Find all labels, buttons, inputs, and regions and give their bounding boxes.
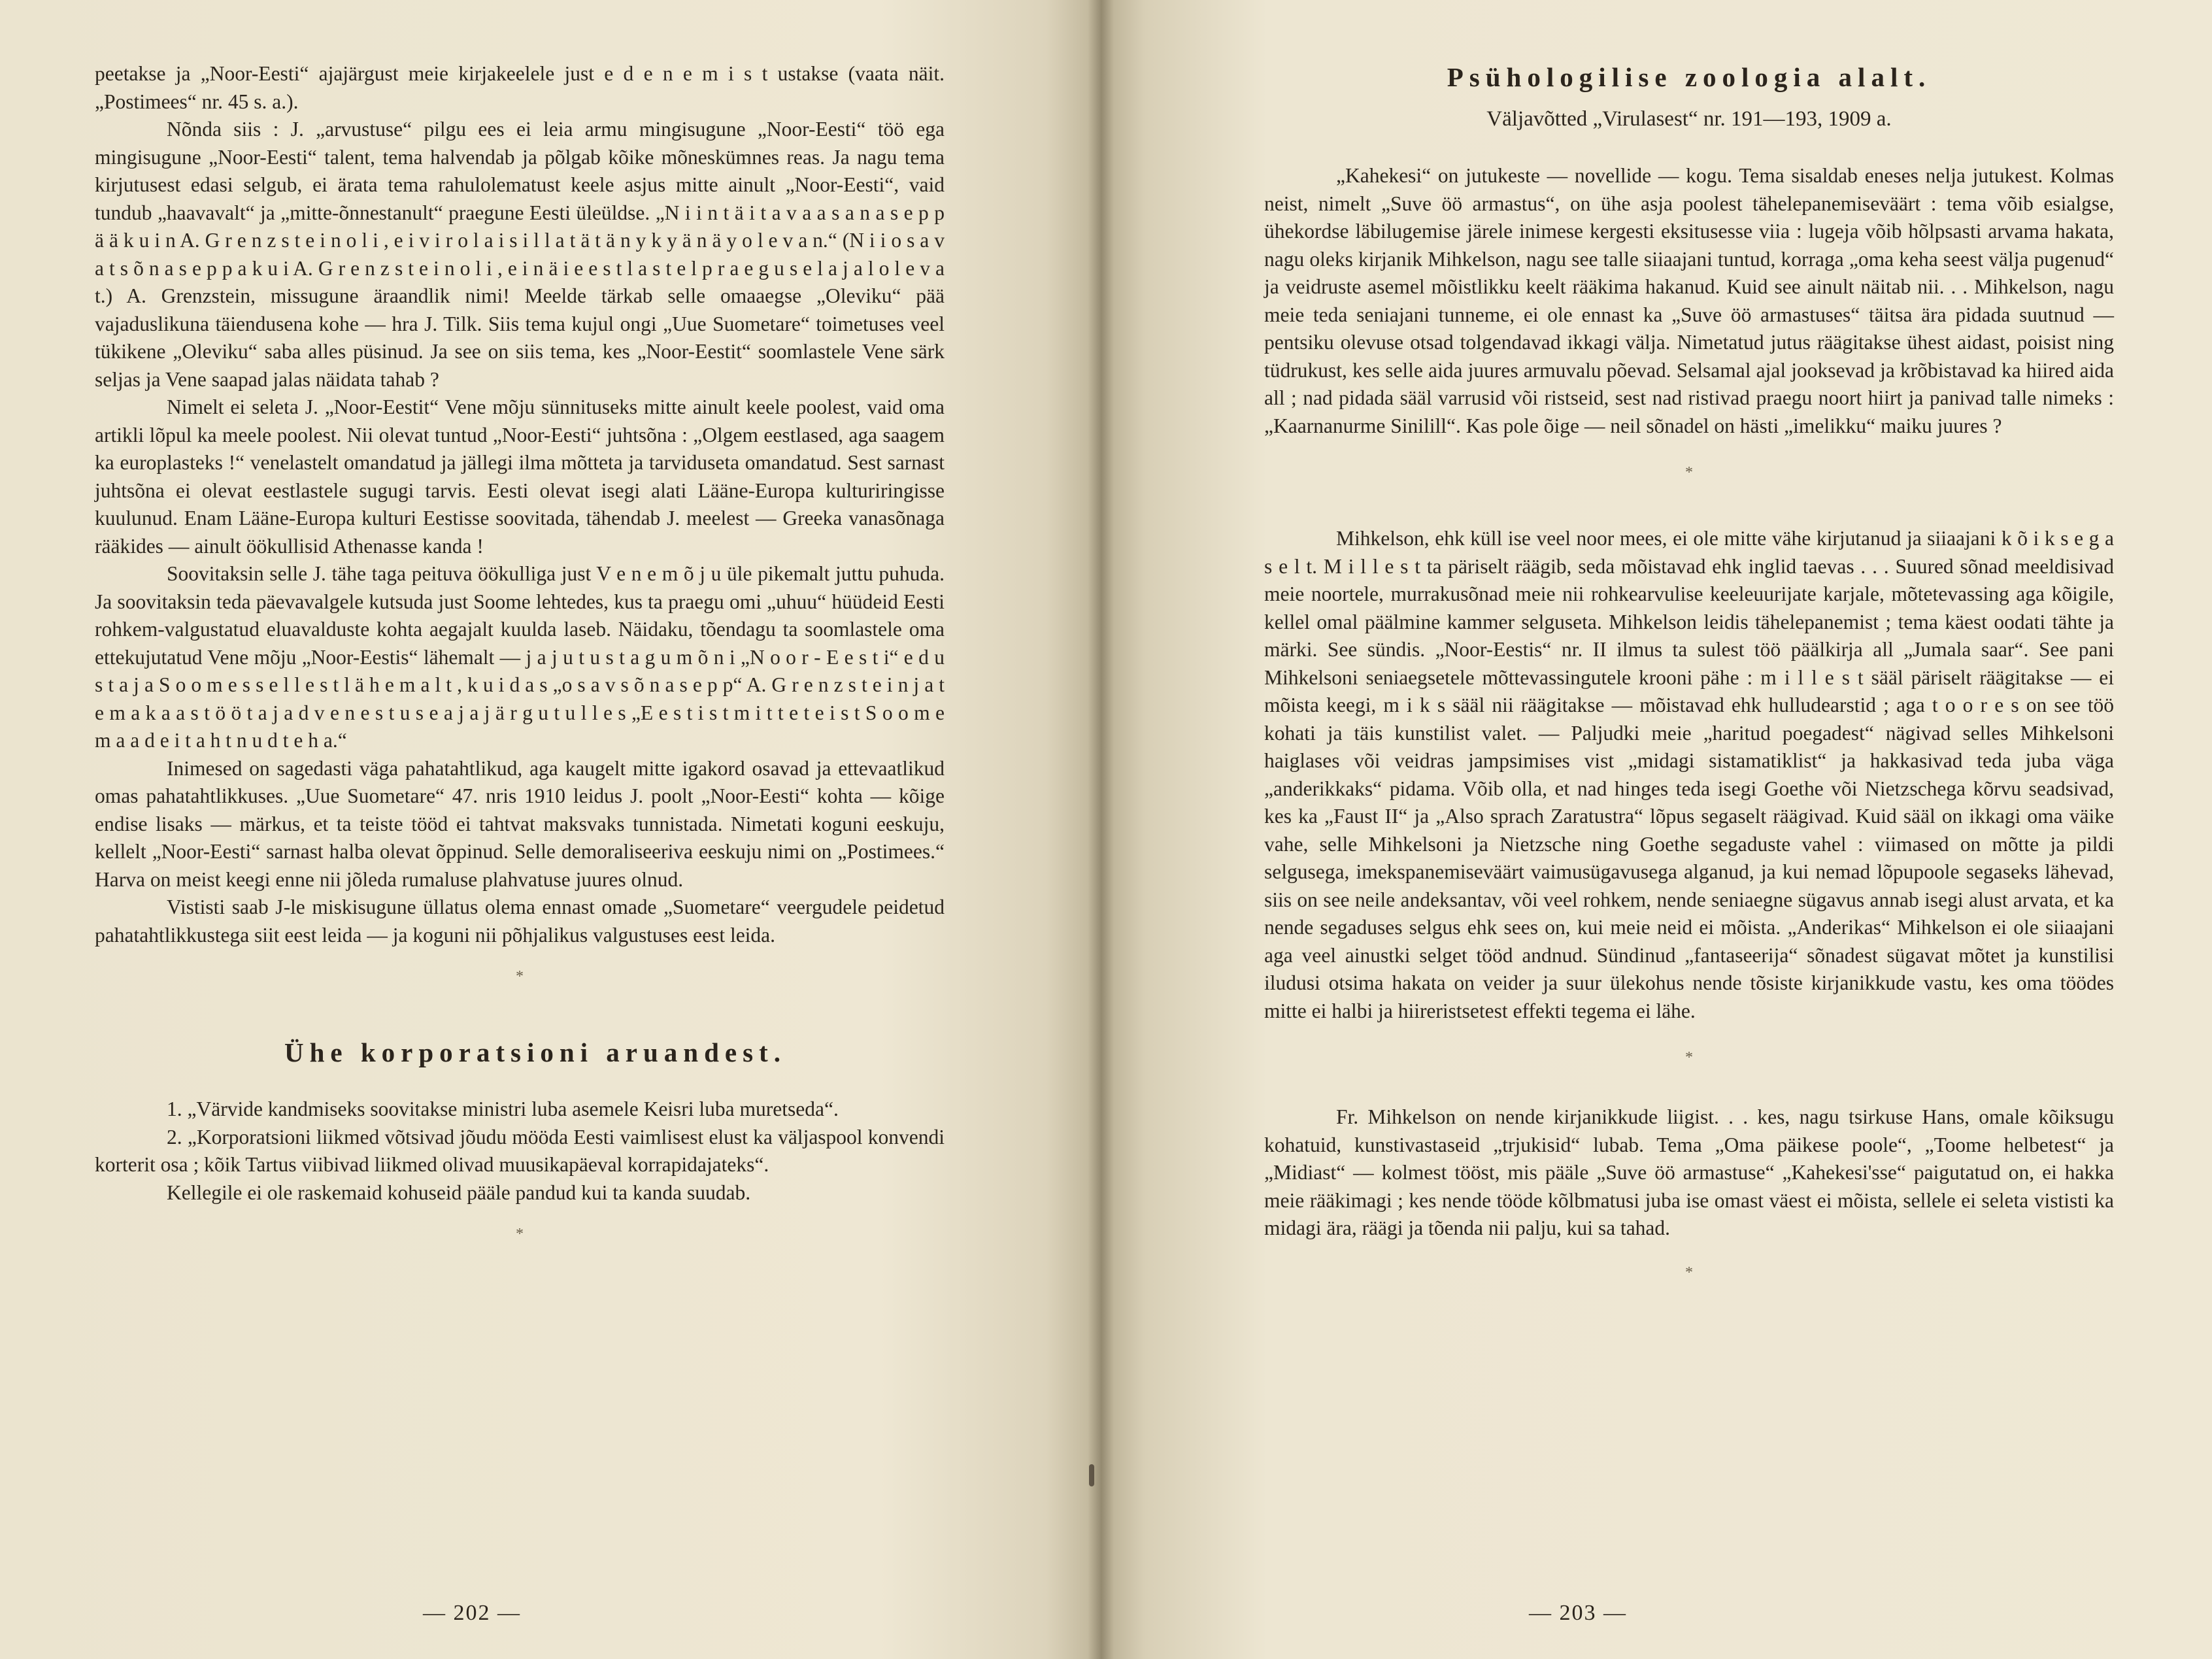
section-heading: Ühe korporatsioni aruandest. [284, 1037, 786, 1067]
paragraph: peetakse ja „Noor-Eesti“ ajajärgust meie kirjakeelele just e d e n e m i s t ustakse (vaata näit. „Postimees“ nr. 45 s. a.). [95, 62, 945, 113]
gutter-shadow [1088, 0, 1114, 1659]
list-item: 2. „Korporatsioni liikmed võtsivad jõudu mööda Eesti vaimlisest elust ka väljaspool konvendi korterit osa ; kõik Tartus viibivad liikmed olivad muusikapäeval korrapidajateks“. [95, 1125, 945, 1176]
page-title: Psühologilise zoologia alalt. [1447, 62, 1932, 92]
left-page [0, 0, 1101, 1659]
section-separator: * [1685, 464, 1693, 481]
section-separator: * [1685, 1264, 1693, 1281]
page-subtitle: Väljavõtted „Virulasest“ nr. 191—193, 1909 a. [1486, 107, 1892, 131]
paragraph: „Kahekesi“ on jutukeste — novellide — kogu. Tema sisaldab eneses nelja jutukest. Kolmas neist, nimelt „Suve öö armastus“, on ühe asja poolest tähelepanemiseväärt : tema võib esialgse, ühekordse läbilugemise järele inimese kergesti eksitusesse viia : lugeja võib hõlpsasti arvama hakata, nagu oleks kirjanik Mihkelson, nagu see talle siiaajani tuntud, korraga „oma keha seest välja pugenud“ ja veidruste asemel mõistlikku keelt rääkima hakanud. Kuid see ainult näitab nii. . . Mihkelson, nagu meie teda seniajani tunneme, ei ole ennast ka „Suve öö armastuses“ täitsa ära pidada suutnud — pentsiku olevuse otsad tolgendavad ikkagi välja. Nimetatud jutus räägitakse ühest aidast, poisist ning tüdrukust, kes selle aida juures armuvalu põevad. Selsamal ajal jooksevad ja krõbistavad ka hiired aida all ; nad pidada sääl varrusid või ristseid, sest nad ristivad praegu noort hiirt ja panivad talle nimeks : „Kaarnanurme Sinilill“. Kas pole õige — neil sõnadel on hästi „imelikku“ maiku juures ? [1264, 164, 2114, 437]
paragraph: Nimelt ei seleta J. „Noor-Eestit“ Vene mõju sünnituseks mitte ainult keele poolest, vaid oma artikli lõpul ka meele poolest. Nii olevat tuntud „Noor-Eesti“ juhtsõna : „Olgem eestlased, aga saagem ka europlasteks !“ venelastelt omandatud ja jällegi ilma mõtteta ja tarviduseta omandatud. Sest sarnast juhtsõna ei olevat eestlastele sugugi tarvis. Eesti olevat isegi alati Lääne-Europa kulturiringisse kuulunud. Enam Lääne-Europa kulturi Eestisse soovitada, tähendab J. meelest — Greeka vanasõnaga rääkides — ainult öökullisid Athenasse kanda ! [95, 395, 945, 558]
right-page-text [1264, 59, 2114, 1286]
section-separator: * [516, 1226, 524, 1243]
section-separator: * [1685, 1049, 1693, 1066]
page-number: — 202 — [423, 1601, 521, 1625]
paragraph: Mihkelson, ehk küll ise veel noor mees, ei ole mitte vähe kirjutanud ja siiaajani k õ i k s e g a s e l t. M i l l e s t ta päriselt räägib, seda mõistavad ehk inglid taevas . . . Suured sõnad meeldisivad meie noortele, murrakusõnad meie nii rohkearvulise keeleuurijate karjale, mõtetevassing aga kõigile, kellel omal päälmine kammer selguseta. Mihkelson leidis tähelepanemist ; tema käest oodati tähte ja märki. See sündis. „Noor-Eestis“ nr. II ilmus ta sulest töö päälkirja all „Jumala saar“. See pani Mihkelsoni seniaegsetele mõttevassingutele krooni pähe : m i l l e s t sääl päriselt räägitakse — ei mõista keegi, m i k s sääl nii räägitakse — mõistavad ehk hulludearstid ; aga t o o r e s on see töö kohati ja täis kunstilist valet. — Paljudki meie „haritud poegadest“ nägivad selles Mihkelsoni haiglases või veidras jampsimises vist „midagi sistamatiklist“ ja hakkasivad teda juba väga „anderikkaks“ pidama. Võib olla, et nad hinges teda isegi Goethe või Nietzschega kõrvu seadsivad, kes ka „Faust II“ ja „Also sprach Zaratustra“ lõpus segaselt räägivad. Kuid sääl on ikkagi oma väike vahe, selle Mihkelsoni ja Nietzsche ning Goethe segaduste vahel : viimased on mõtte ja pildi selgusega, imekspanemiseväärt vaimusügavusega alganud, ja kui nemad lõpupoole segaseks lähevad, siis on see neile andeksantav, või veel rohkem, nende seniaegne sügavus annab isegi alust arvata, et ka nende segaduses selgus ehk sees on, kui meie neid ei mõista. „Anderikas“ Mihkelson ei ole siiaajani aga veel ainustki selget tööd andnud. Sündinud „fantaseerija“ sõnadest sügavat mõtet ja kunstilisi iludusi otsima hakata on veider ja suur ülekohus nende tõsiste kirjanikkude vastu, kes oma töödes mitte ei halbi ja hiireristsetest effekti tegema ei lähe. [1264, 527, 2114, 1022]
right-page [1101, 0, 2212, 1659]
paragraph: Soovitaksin selle J. tähe taga peituva öökulliga just V e n e m õ j u üle pikemalt juttu puhuda. Ja soovitaksin teda päevavalgele kutsuda just Soome lehtedes, kus ta praegu omi „uhuu“ hüüdeid Eesti rohkem-valgustatud eluavalduste kohta aegajalt kuulda laseb. Näidaku, tõendagu ta soomlastele oma ettekujutatud Vene mõju „Noor-Eestis“ lähemalt — j a j u t u s t a g u m õ n i „N o o r - E e s t i“ e d u s t a j a S o o m e s s e l l e s t l ä h e m a l t , k u i d a s „o s a v s õ n a s e p p“ A. G r e n z s t e i n j a t e m a k a a s t ö ö t a j a d v e n e s t u s e a j a j ä r g u t u l l e s „E e s t i s t m i t t e t e i s t S o o m e m a a d e i t a h t n u d t e h a.“ [95, 562, 945, 752]
paragraph: Nõnda siis : J. „arvustuse“ pilgu ees ei leia armu mingisugune „Noor-Eesti“ töö ega mingisugune „Noor-Eesti“ talent, tema halvendab ja põlgab kõike mõneskümnes reas. Ja nagu tema kirjutusest edasi selgub, ei ärata tema rahulolematust keele asjus mitte ainult „Noor-Eesti“, vaid tundub „haavavalt“ ja „mitte-õnnestanult“ praegune Eesti üleüldse. „N i i n t ä i t a v a a s a n a s e p p ä ä k u i n A. G r e n z s t e i n o l i , e i v i r o l a i s i l l a t ä t ä n y k y ä n ä y o l e v a n.“ (N i i o s a v a t s õ n a s e p p a k u i A. G r e n z s t e i n o l i , e i n ä i e e s t l a s t e l p r a e g u s e l a j a l o l e v a t.) A. Grenzstein, missugune äraandlik nimi! Meelde tärkab selle omaaegse „Oleviku“ pää vajaduslikuna täiendusena kohe — hra J. Tilk. Siis tema kujul ongi „Uue Suometare“ toimetuses veel tükikene „Oleviku“ saba alles püsinud. Ja see on siis tema, kes „Noor-Eestit“ soomlastele Vene särk seljas ja Vene saapad jalas näidata tahab ? [95, 118, 945, 391]
paragraph: Inimesed on sagedasti väga pahatahtlikud, aga kaugelt mitte igakord osavad ja ettevaatlikud omas pahatahtlikkuses. „Uue Suometare“ 47. nris 1910 leidus J. poolt „Noor-Eesti“ kohta — kõige endise lisaks — märkus, et ta teiste tööd ei tahtvat maksvaks tunnistada. Nimetati koguni eeskuju, kellelt „Noor-Eesti“ sarnast halba olevat õppinud. Selle demoraliseeriva eeskuju nimi on „Postimees.“ Harva on meist keegi enne nii jõleda rumaluse plahvatuse juures olnud. [95, 756, 945, 891]
paragraph: Fr. Mihkelson on nende kirjanikkude liigist. . . kes, nagu tsirkuse Hans, omale kõiksugu kohatuid, kunstivastaseid „trjukisid“ lubab. Tema „Oma päikese poole“, „Toome helbetest“ ja „Midiast“ — kolmest tööst, mis pääle „Suve öö armastuse“ „Kahekesi'sse“ paigutatud on, ei hakka meie rääkimagi ; kes nende tööde kõlbmatusi juba ise omast väest ei mõista, sellele ei seleta vististi ka midagi ära, räägi ja tõenda nii palju, kui sa tahad. [1264, 1105, 2114, 1239]
left-page-text [95, 60, 945, 1262]
list-item: Kellegile ei ole raskemaid kohuseid pääle pandud kui ta kanda suudab. [167, 1181, 751, 1204]
section-separator: * [516, 968, 524, 985]
list-item: 1. „Värvide kandmiseks soovitakse ministri luba asemele Keisri luba muretseda“. [167, 1098, 839, 1120]
margin-mark [1089, 1464, 1094, 1486]
paragraph: Vististi saab J-le miskisugune üllatus olema ennast omade „Suometare“ veergudele peidetud pahatahtlikkustega siit eest leida — ja koguni nii põhjalikus valgustuses eest leida. [95, 896, 945, 947]
page-number: — 203 — [1529, 1601, 1627, 1625]
